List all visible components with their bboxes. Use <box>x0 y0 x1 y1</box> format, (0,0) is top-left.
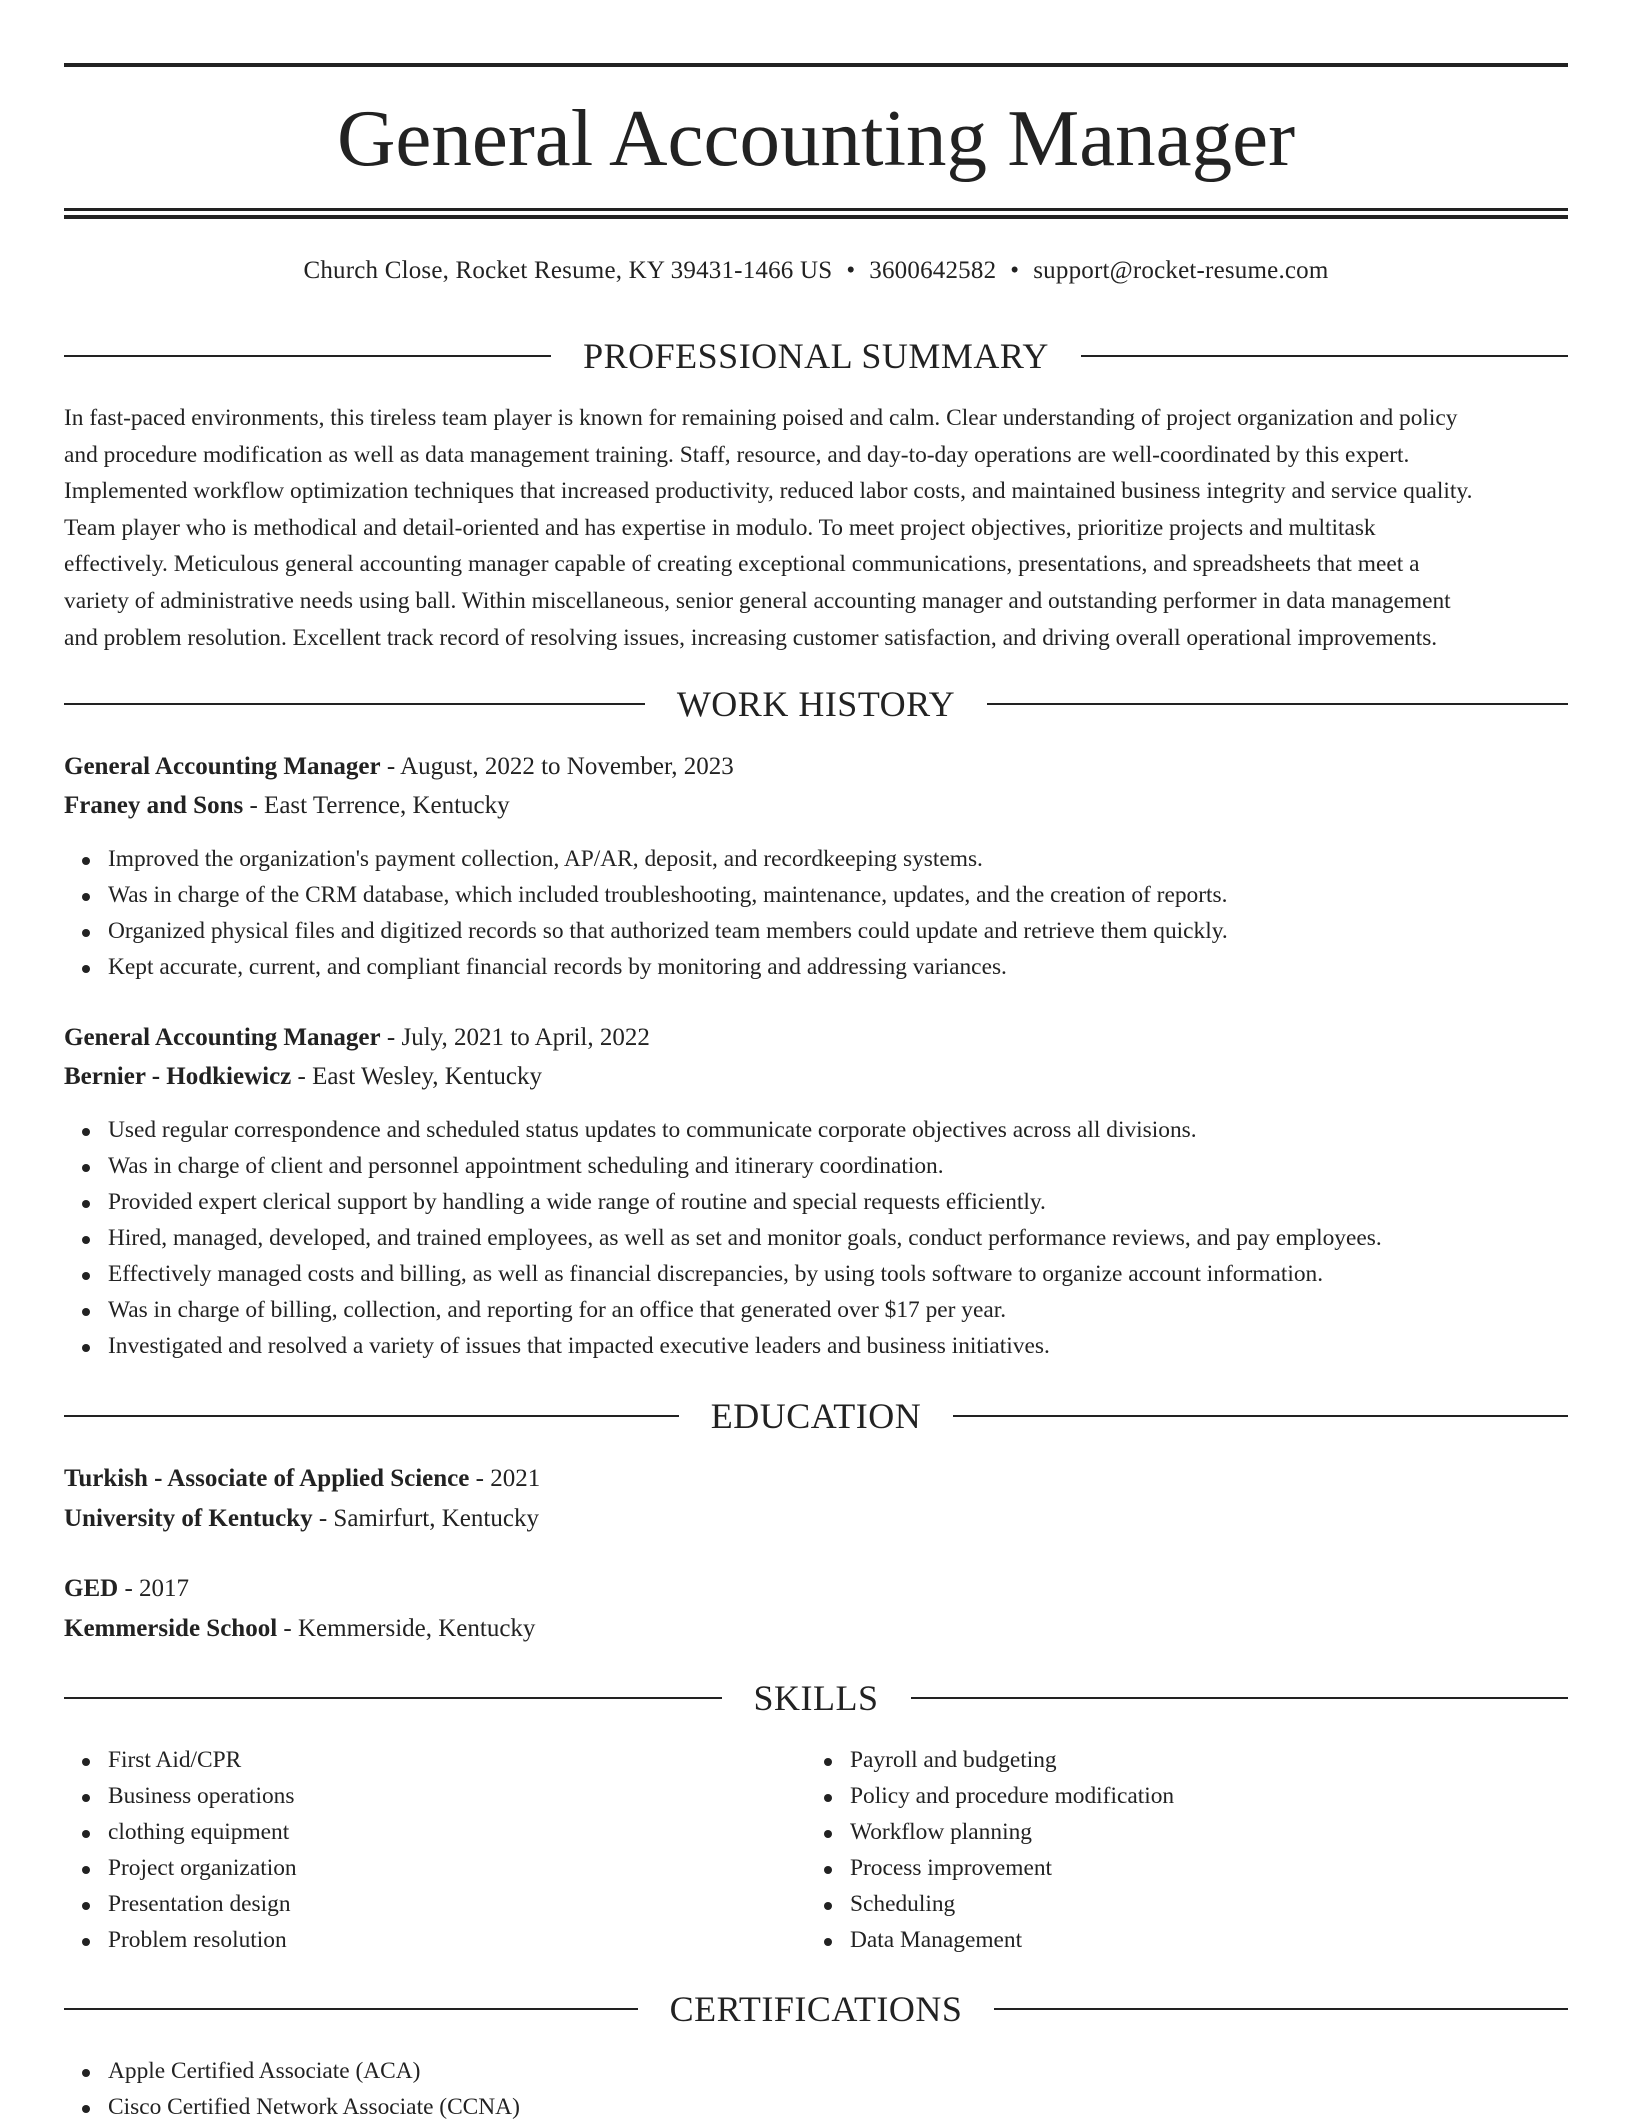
summary-line: variety of administrative needs using ball. Within miscellaneous, senior general accounting manager and outstanding performer in data management <box>64 587 1451 614</box>
job-dates: - August, 2022 to November, 2023 <box>380 753 734 780</box>
section-title-skills: SKILLS <box>753 1678 879 1718</box>
job-bullet: Was in charge of the CRM database, which included troubleshooting, maintenance, updates, and the creation of reports. <box>108 877 1612 913</box>
job-location: - East Terrence, Kentucky <box>243 792 510 819</box>
title-rule-lower <box>64 215 1568 219</box>
education-year: - 2021 <box>469 1465 541 1492</box>
summary-paragraph <box>64 400 1568 656</box>
section-rule-right <box>911 1697 1569 1699</box>
job-bullet: Was in charge of billing, collection, and reporting for an office that generated over $17 per year. <box>108 1292 1612 1328</box>
skill-item: Payroll and budgeting <box>850 1742 1632 1778</box>
contact-separator: • <box>846 257 856 284</box>
contact-phone: 3600642582 <box>869 257 997 284</box>
certification-item: Cisco Certified Network Associate (CCNA) <box>108 2089 1612 2125</box>
skill-item: Project organization <box>108 1850 1612 1886</box>
job-title: General Accounting Manager <box>64 753 381 780</box>
summary-line: Team player who is methodical and detail-oriented and has expertise in modulo. To meet project objectives, prioritize projects and multitask <box>64 514 1376 541</box>
job-location: - East Wesley, Kentucky <box>291 1063 542 1090</box>
section-title-certifications: CERTIFICATIONS <box>669 1989 963 2029</box>
education-school: Kemmerside School <box>64 1615 278 1642</box>
skill-item: Data Management <box>850 1922 1632 1958</box>
job-title-line <box>64 1020 1568 1056</box>
section-rule-left <box>64 1697 722 1699</box>
job-bullet: Improved the organization's payment collection, AP/AR, deposit, and recordkeeping systems. <box>108 841 1612 877</box>
skill-item: First Aid/CPR <box>108 1742 1612 1778</box>
summary-line: In fast-paced environments, this tireless team player is known for remaining poised and calm. Clear understanding of project organization and policy <box>64 405 1458 431</box>
skill-item: Problem resolution <box>108 1922 1612 1958</box>
job-bullet: Investigated and resolved a variety of issues that impacted executive leaders and business initiatives. <box>108 1328 1612 1364</box>
section-header-certifications <box>64 1984 1568 2034</box>
section-rule-left <box>64 2008 638 2010</box>
title-rule-upper <box>64 208 1568 211</box>
section-title-work: WORK HISTORY <box>676 684 956 724</box>
job-bullet-list <box>64 841 1612 985</box>
education-year: - 2017 <box>118 1575 190 1602</box>
skill-item: Scheduling <box>850 1886 1632 1922</box>
skill-item: Process improvement <box>850 1850 1632 1886</box>
section-header-skills <box>64 1673 1568 1723</box>
section-header-summary <box>64 331 1568 381</box>
job-bullet: Effectively managed costs and billing, as well as financial discrepancies, by using tools software to organize account information. <box>108 1256 1612 1292</box>
section-rule-left <box>64 1415 679 1417</box>
education-school: University of Kentucky <box>64 1505 313 1532</box>
skill-item: clothing equipment <box>108 1814 1612 1850</box>
resume-title: General Accounting Manager <box>336 93 1296 183</box>
contact-address: Church Close, Rocket Resume, KY 39431-1466 US <box>303 257 833 284</box>
job-title-line <box>64 749 1568 785</box>
skills-list-right <box>806 1742 1632 1958</box>
certifications-list <box>64 2053 1612 2125</box>
job-bullet-list <box>64 1112 1612 1364</box>
contact-separator: • <box>1010 257 1020 284</box>
section-rule-right <box>1081 355 1568 357</box>
contact-line <box>64 253 1568 289</box>
education-degree: GED <box>64 1575 119 1602</box>
job-dates: - July, 2021 to April, 2022 <box>380 1024 650 1051</box>
contact-email[interactable]: support@rocket-resume.com <box>1033 257 1329 284</box>
section-rule-right <box>953 1415 1568 1417</box>
summary-line: effectively. Meticulous general accounting manager capable of creating exceptional communications, presentations, and spreadsheets that meet a <box>64 551 1420 578</box>
job-company: Franey and Sons <box>64 792 244 819</box>
education-school-line <box>64 1501 1568 1537</box>
education-school-line <box>64 1611 1568 1647</box>
summary-line: and procedure modification as well as data management training. Staff, resource, and day-to-day operations are well-coordinated by this expert. <box>64 441 1410 468</box>
job-company-line <box>64 1059 1568 1095</box>
summary-line: and problem resolution. Excellent track record of resolving issues, increasing customer satisfaction, and driving overall operational improvements. <box>64 624 1438 651</box>
education-degree-line <box>64 1571 1568 1607</box>
skill-item: Presentation design <box>108 1886 1612 1922</box>
section-title-summary: PROFESSIONAL SUMMARY <box>583 336 1049 376</box>
section-header-education <box>64 1391 1568 1441</box>
education-degree: Turkish - Associate of Applied Science <box>64 1465 470 1492</box>
section-rule-left <box>64 355 551 357</box>
section-rule-left <box>64 703 645 705</box>
job-bullet: Hired, managed, developed, and trained employees, as well as set and monitor goals, conduct performance reviews, and pay employees. <box>108 1220 1612 1256</box>
top-rule <box>64 63 1568 67</box>
summary-line: Implemented workflow optimization techniques that increased productivity, reduced labor costs, and maintained business integrity and service quality. <box>64 478 1473 505</box>
section-rule-right <box>994 2008 1568 2010</box>
education-location: - Samirfurt, Kentucky <box>312 1505 539 1532</box>
skill-item: Policy and procedure modification <box>850 1778 1632 1814</box>
certification-item: Apple Certified Associate (ACA) <box>108 2053 1612 2089</box>
section-rule-right <box>987 703 1568 705</box>
job-bullet: Organized physical files and digitized records so that authorized team members could update and retrieve them quickly. <box>108 913 1612 949</box>
job-bullet: Was in charge of client and personnel appointment scheduling and itinerary coordination. <box>108 1148 1612 1184</box>
job-company-line <box>64 788 1568 824</box>
education-degree-line <box>64 1461 1568 1497</box>
job-company: Bernier - Hodkiewicz <box>64 1063 292 1090</box>
job-bullet: Used regular correspondence and scheduled status updates to communicate corporate objectives across all divisions. <box>108 1112 1612 1148</box>
job-bullet: Kept accurate, current, and compliant financial records by monitoring and addressing variances. <box>108 949 1612 985</box>
skill-item: Business operations <box>108 1778 1612 1814</box>
section-title-education: EDUCATION <box>710 1396 922 1436</box>
job-bullet: Provided expert clerical support by handling a wide range of routine and special requests efficiently. <box>108 1184 1612 1220</box>
job-title: General Accounting Manager <box>64 1024 381 1051</box>
education-location: - Kemmerside, Kentucky <box>277 1615 536 1642</box>
section-header-work <box>64 679 1568 729</box>
skill-item: Workflow planning <box>850 1814 1632 1850</box>
